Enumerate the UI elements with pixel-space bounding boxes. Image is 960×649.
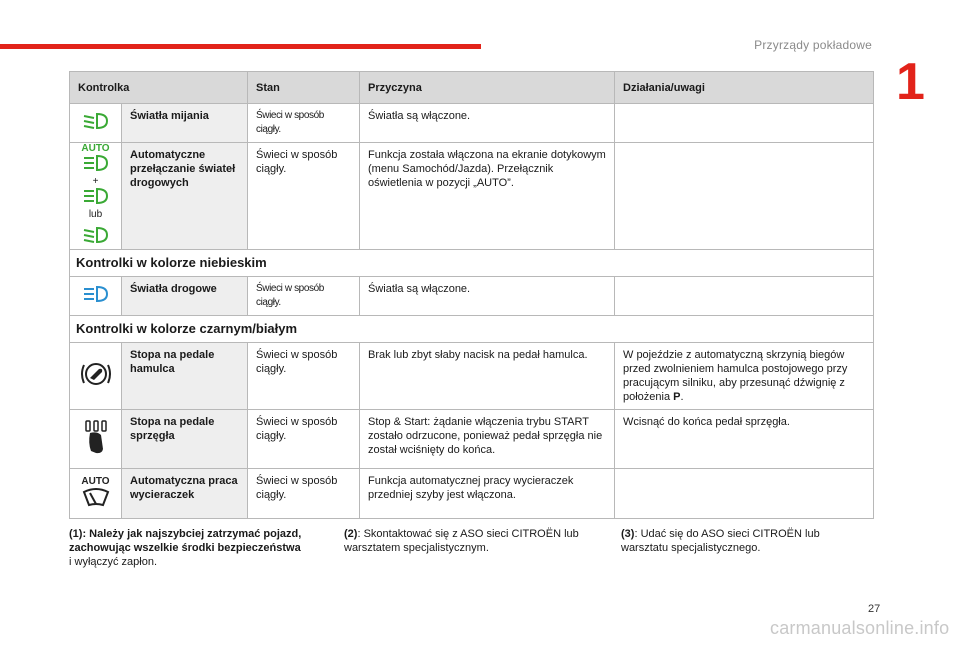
row-action bbox=[615, 343, 874, 410]
row-state: Świeci w sposób ciągły. bbox=[248, 343, 360, 410]
footnote-text: : Udać się do ASO sieci CITROËN lub warsztatu specjalistycznego. bbox=[621, 528, 820, 554]
auto-label: AUTO bbox=[81, 475, 110, 487]
warning-lights-table bbox=[69, 71, 874, 519]
footnote-text: i wyłączyć zapłon. bbox=[69, 556, 158, 568]
row-action bbox=[615, 104, 874, 143]
row-cause: Funkcja została włączona na ekranie dotykowym (menu Samochód/Jazda). Przełącznik oświetlenia w pozycji „AUTO”. bbox=[360, 143, 615, 250]
row-name: Automatyczne przełączanie świateł drogowych bbox=[122, 143, 248, 250]
row-state: Świeci w sposób ciągły. bbox=[248, 277, 360, 316]
footnote-bold-text: : Należy jak najszybciej zatrzymać pojazd, zachowując wszelkie środki bezpieczeństwa bbox=[69, 528, 302, 554]
footnote-marker: (2) bbox=[344, 528, 358, 540]
section-header-black bbox=[70, 316, 874, 343]
footnote-text: : Skontaktować się z ASO sieci CITROËN lub warsztatem specjalistycznym. bbox=[344, 528, 579, 554]
high-beam-icon bbox=[81, 284, 111, 304]
row-action: Wcisnąć do końca pedał sprzęgła. bbox=[615, 410, 874, 469]
table-row bbox=[70, 104, 874, 143]
footnote-3 bbox=[621, 527, 866, 555]
icon-cell bbox=[70, 343, 122, 410]
col-header-actions: Działania/uwagi bbox=[615, 72, 874, 104]
icon-cell bbox=[70, 469, 122, 519]
table-row bbox=[70, 410, 874, 469]
chapter-number: 1 bbox=[896, 53, 925, 111]
foot-on-brake-icon bbox=[79, 361, 113, 387]
header-accent-bar bbox=[0, 44, 481, 49]
watermark: carmanualsonline.info bbox=[770, 618, 950, 638]
row-state: Świeci w sposób ciągły. bbox=[248, 469, 360, 519]
icon-cell bbox=[70, 143, 122, 250]
footnote-marker: (3) bbox=[621, 528, 635, 540]
row-name: Automatyczna praca wycieraczek bbox=[122, 469, 248, 519]
row-name: Światła drogowe bbox=[122, 277, 248, 316]
footnote-1 bbox=[69, 527, 304, 569]
row-name: Stopa na pedale sprzęgła bbox=[122, 410, 248, 469]
section-header-blue bbox=[70, 250, 874, 277]
row-action bbox=[615, 277, 874, 316]
row-cause: Stop & Start: żądanie włączenia trybu START zostało odrzucone, ponieważ pedał sprzęgła nie został wciśnięty do końca. bbox=[360, 410, 615, 469]
row-state: Świeci w sposób ciągły. bbox=[248, 410, 360, 469]
col-header-state: Stan bbox=[248, 72, 360, 104]
table-row bbox=[70, 143, 874, 250]
footnote-marker: (1) bbox=[69, 528, 83, 540]
foot-on-clutch-icon bbox=[83, 419, 109, 455]
row-cause: Funkcja automatycznej pracy wycieraczek przedniej szyby jest włączona. bbox=[360, 469, 615, 519]
row-cause: Brak lub zbyt słaby nacisk na pedał hamulca. bbox=[360, 343, 615, 410]
page-number: 27 bbox=[868, 603, 881, 615]
col-header-cause: Przyczyna bbox=[360, 72, 615, 104]
or-label: lub bbox=[88, 209, 103, 220]
section-title-black: Kontrolki w kolorze czarnym/białym bbox=[70, 316, 874, 343]
plus-label: + bbox=[92, 176, 99, 187]
auto-high-beam-icon bbox=[70, 144, 121, 176]
high-beam-icon bbox=[81, 187, 111, 205]
footnote-2 bbox=[344, 527, 589, 555]
dipped-beam-icon bbox=[81, 111, 111, 131]
row-cause: Światła są włączone. bbox=[360, 277, 615, 316]
table-row bbox=[70, 469, 874, 519]
row-name: Stopa na pedale hamulca bbox=[122, 343, 248, 410]
col-header-indicator: Kontrolka bbox=[70, 72, 248, 104]
row-action bbox=[615, 469, 874, 519]
icon-cell bbox=[70, 104, 122, 143]
auto-wiper-icon bbox=[70, 477, 121, 511]
icon-cell bbox=[70, 277, 122, 316]
table-row bbox=[70, 343, 874, 410]
row-action bbox=[615, 143, 874, 250]
row-state: Świeci w sposób ciągły. bbox=[248, 104, 360, 143]
section-title: Przyrządy pokładowe bbox=[754, 38, 872, 52]
icon-cell bbox=[70, 410, 122, 469]
table-row bbox=[70, 277, 874, 316]
action-gear-p: P bbox=[673, 391, 681, 403]
dipped-beam-icon bbox=[81, 226, 111, 244]
section-title-blue: Kontrolki w kolorze niebieskim bbox=[70, 250, 874, 277]
action-text: W pojeździe z automatyczną skrzynią biegów przed zwolnieniem hamulca postojowego przy pracującym silniku, aby przesunąć dźwignię z położenia bbox=[623, 349, 848, 403]
row-cause: Światła są włączone. bbox=[360, 104, 615, 143]
row-state: Świeci w sposób ciągły. bbox=[248, 143, 360, 250]
row-name: Światła mijania bbox=[122, 104, 248, 143]
action-end: . bbox=[680, 391, 684, 403]
auto-label: AUTO bbox=[81, 143, 110, 154]
table-header-row bbox=[70, 72, 874, 104]
